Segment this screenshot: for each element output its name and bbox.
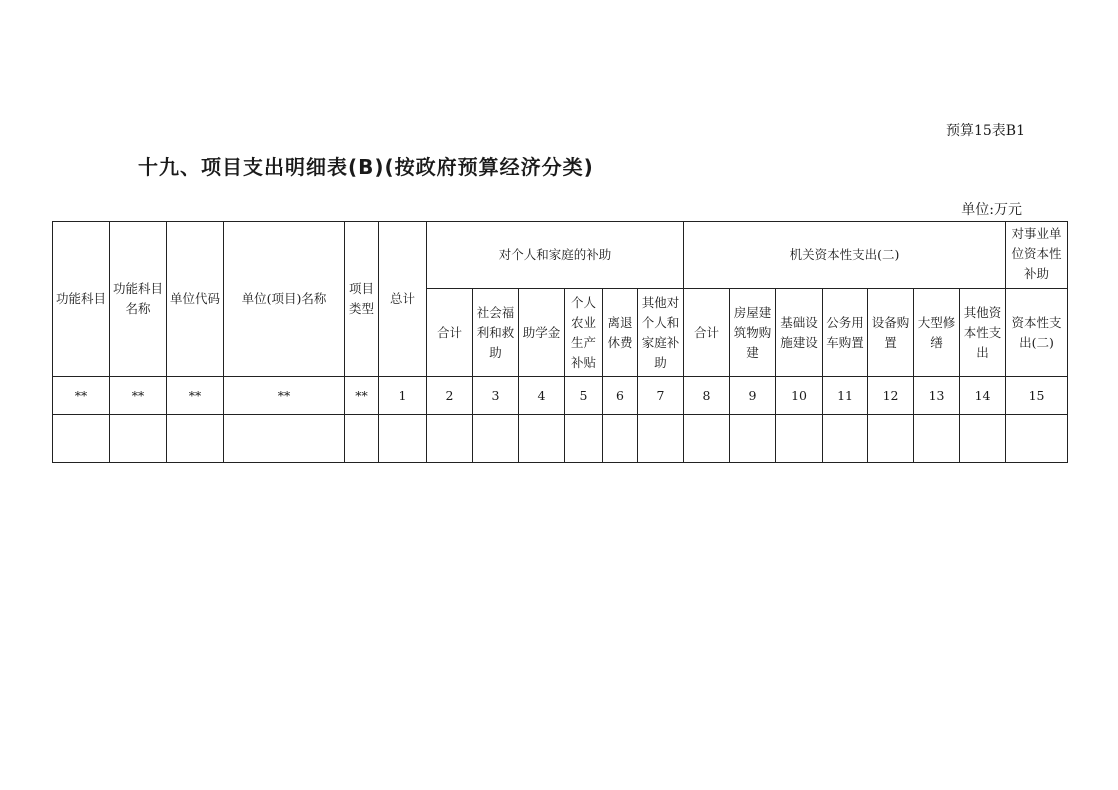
index-cell: 2: [427, 377, 473, 415]
data-cell: [167, 415, 224, 463]
sub-header-cell: 基础设施建设: [776, 289, 823, 377]
data-cell: [730, 415, 776, 463]
sub-header-cell: 房屋建筑物购建: [730, 289, 776, 377]
data-cell: [519, 415, 565, 463]
index-cell: 15: [1006, 377, 1068, 415]
data-cell: [427, 415, 473, 463]
index-cell: 13: [914, 377, 960, 415]
sub-header-cell: 大型修缮: [914, 289, 960, 377]
group-header-personal-family-subsidy: 对个人和家庭的补助: [427, 222, 684, 289]
data-cell: [914, 415, 960, 463]
data-cell: [345, 415, 379, 463]
budget-table: [52, 221, 1068, 463]
header-cell-function-subject-name: 功能科目名称: [110, 222, 167, 377]
sub-header-cell: 社会福利和救助: [473, 289, 519, 377]
index-cell: **: [345, 377, 379, 415]
header-cell-function-subject: 功能科目: [53, 222, 110, 377]
index-cell: **: [224, 377, 345, 415]
index-row: [53, 377, 1068, 415]
data-cell: [565, 415, 603, 463]
table-row: [53, 415, 1068, 463]
index-cell: 11: [823, 377, 868, 415]
header-cell-total: 总计: [379, 222, 427, 377]
index-cell: 14: [960, 377, 1006, 415]
data-cell: [1006, 415, 1068, 463]
index-cell: 9: [730, 377, 776, 415]
header-cell-unit-code: 单位代码: [167, 222, 224, 377]
page-title: 十九、项目支出明细表(B)(按政府预算经济分类): [138, 155, 594, 179]
group-header-institution-capital-subsidy: 对事业单位资本性补助: [1006, 222, 1068, 289]
index-cell: **: [167, 377, 224, 415]
sub-header-cell: 设备购置: [868, 289, 914, 377]
index-cell: 3: [473, 377, 519, 415]
sub-header-cell: 合计: [684, 289, 730, 377]
sub-header-cell: 离退休费: [603, 289, 638, 377]
data-cell: [776, 415, 823, 463]
data-cell: [110, 415, 167, 463]
data-cell: [473, 415, 519, 463]
form-code: 预算15表B1: [945, 123, 1025, 139]
index-cell: 5: [565, 377, 603, 415]
group-header-agency-capital-expenditure: 机关资本性支出(二): [684, 222, 1006, 289]
index-cell: 8: [684, 377, 730, 415]
index-cell: 4: [519, 377, 565, 415]
data-cell: [53, 415, 110, 463]
data-cell: [960, 415, 1006, 463]
header-cell-unit-project-name: 单位(项目)名称: [224, 222, 345, 377]
sub-header-cell: 个人农业生产补贴: [565, 289, 603, 377]
sub-header-cell: 助学金: [519, 289, 565, 377]
sub-header-cell: 其他对个人和家庭补助: [638, 289, 684, 377]
index-cell: 12: [868, 377, 914, 415]
data-cell: [684, 415, 730, 463]
sub-header-cell: 其他资本性支出: [960, 289, 1006, 377]
index-cell: 1: [379, 377, 427, 415]
data-cell: [638, 415, 684, 463]
sub-header-cell: 公务用车购置: [823, 289, 868, 377]
data-cell: [379, 415, 427, 463]
header-cell-project-type: 项目类型: [345, 222, 379, 377]
index-cell: **: [110, 377, 167, 415]
data-cell: [823, 415, 868, 463]
sub-header-cell: 资本性支出(二): [1006, 289, 1068, 377]
sub-header-cell: 合计: [427, 289, 473, 377]
index-cell: 6: [603, 377, 638, 415]
data-cell: [868, 415, 914, 463]
index-cell: **: [53, 377, 110, 415]
index-cell: 10: [776, 377, 823, 415]
unit-label: 单位:万元: [961, 202, 1022, 218]
data-cell: [603, 415, 638, 463]
data-cell: [224, 415, 345, 463]
index-cell: 7: [638, 377, 684, 415]
